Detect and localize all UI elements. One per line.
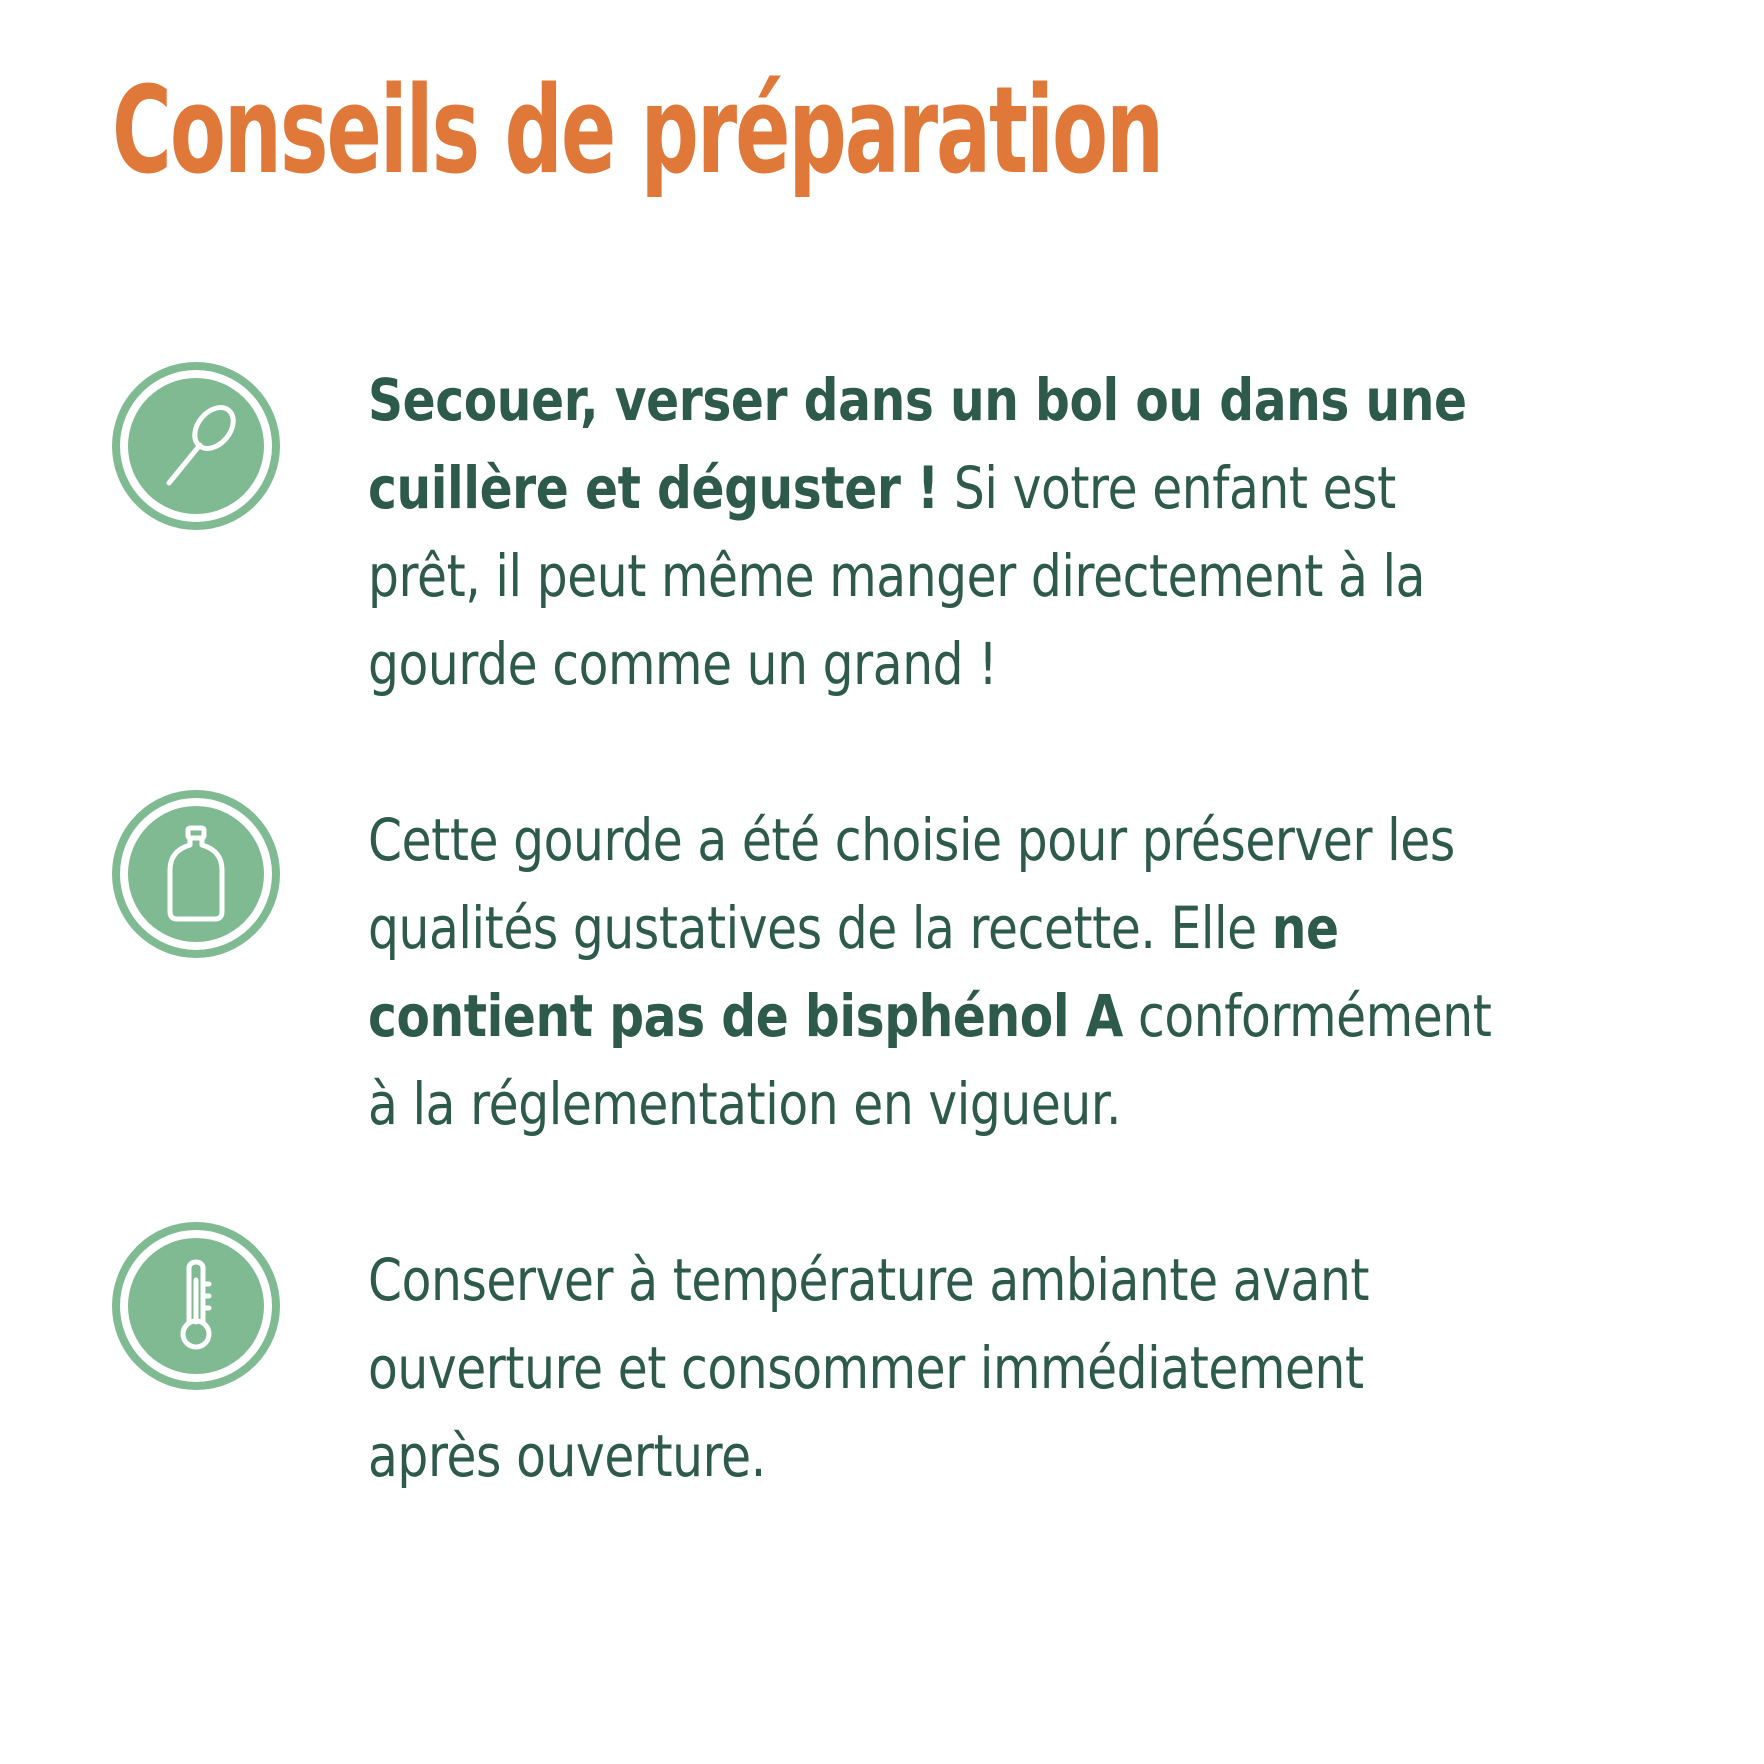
tip-bold-text: Secouer, verser dans un bol ou dans une cuillère et déguster !: [368, 366, 1467, 522]
tip-text: Conserver à température ambiante avant ouverture et consommer immédiatement après ouverture.: [368, 1246, 1370, 1490]
thermometer-icon: [112, 1222, 280, 1390]
pouch-icon: [112, 790, 280, 958]
tip-bold-text: ne contient pas de bisphénol A: [368, 894, 1339, 1050]
tip-text: [368, 356, 1494, 708]
spoon-icon: [112, 362, 280, 530]
tip-text: [368, 796, 1494, 1148]
page-title: Conseils de préparation: [112, 62, 1163, 201]
tip-body-text: conformément à la réglementation en vigueur.: [368, 982, 1492, 1138]
tip-body-text: Cette gourde a été choisie pour préserver les qualités gustatives de la recette. Elle: [368, 806, 1455, 962]
tip-body-text: Si votre enfant est prêt, il peut même manger directement à la gourde comme un grand !: [368, 454, 1426, 698]
